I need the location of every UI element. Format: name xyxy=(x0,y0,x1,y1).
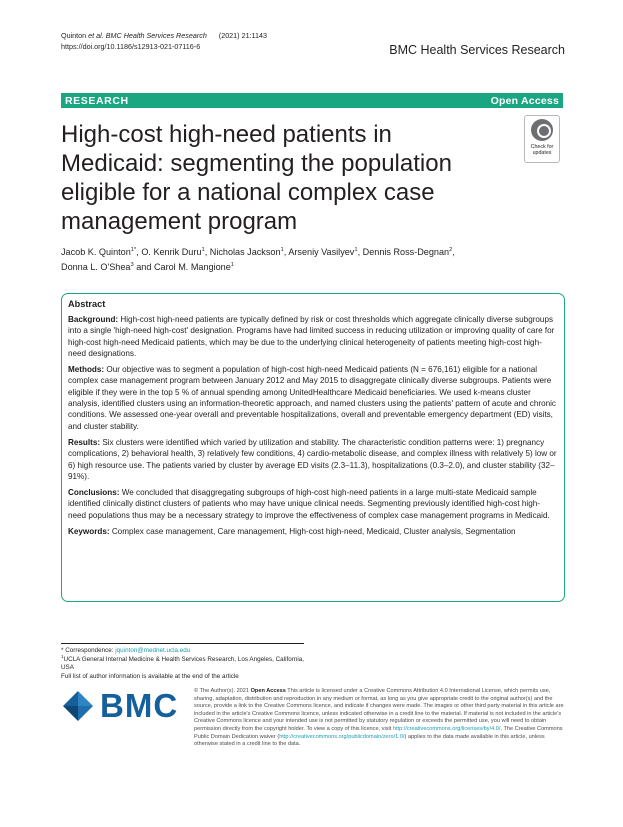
author-name[interactable]: O. Kenrik Duru xyxy=(141,247,202,257)
author-list: Jacob K. Quinton$^{1*}$, O. Kenrik Duru$^1$, Nicholas Jackson$^1$, Arseniy Vasilyev$^1$, Dennis Ross-Degnan$^2$, Donna L. O'Shea$^3$ and Carol M. Mangione$^1$ xyxy=(61,246,455,272)
results-text: Six clusters were identified which varied by utilization and stability. The characteristic condition patterns were: 1) pregnancy complications, 2) behavioral health, 3) relatively few conditions, 4) cardio-metabolic disease, and complex illness with relatively 5) low or 6) high resource use. The patients varied by cluster by average ED visits (2.3–11.3), hospitalizations (0.3–2.0), and cluster stability (32–91%). xyxy=(68,437,557,481)
citation-year: (2021) 21:1143 xyxy=(218,31,268,40)
abstract-keywords xyxy=(68,526,558,537)
license-body-1: This article is licensed under a Creative Commons Attribution 4.0 International License, which permits use, sharing, adaptation, distribution and reproduction in any medium or format, as long as you give appropriate credit to the original author(s) and the source, provide a link to the Creative Commons licence, and indicate if changes were made. The images or other third party material in this article are included in the article's Creative Commons licence, unless indicated otherwise in a credit line to the material. If material is not included in the article's Creative Commons licence and your intended use is not permitted by statutory regulation or exceeds the permitted use, you will need to obtain permission directly from the copyright holder. To view a copy of this licence, visit xyxy=(194,688,564,732)
footnote-divider xyxy=(61,643,304,644)
author-name[interactable]: Carol M. Mangione xyxy=(153,262,231,272)
methods-label: Methods: xyxy=(68,365,105,375)
author-affiliation-sup: 1 xyxy=(201,246,205,253)
methods-text: Our objective was to segment a population of high-cost high-need Medicaid patients (N = 676,161) eligible for a national complex case management program between January 2012 and May 2015 to disaggregate clinically diverse subgroups. Patients were eligible if they were in the top 5 % of annual spending among UnitedHealthcare Medicaid beneficiaries. We used k-means cluster analysis, identified clusters using an information-theoretic approach, and named clusters using the patients' pattern of acute and chronic conditions. We assessed one-year overall and preventable hospitalizations, overall and preventable emergency department (ED) visits, and cluster stability. xyxy=(68,365,556,431)
author-name[interactable]: Nicholas Jackson xyxy=(209,247,281,257)
open-access-label: Open Access xyxy=(490,94,559,107)
abstract-background xyxy=(68,314,558,359)
license-body-2: . The Creative Commons Public Domain Dedication waiver ( xyxy=(194,725,563,740)
bmc-logo-text: BMC xyxy=(100,687,179,724)
article-title: High-cost high-need patients in Medicaid: segmenting the population eligible for a national complex case management program xyxy=(61,121,452,235)
abstract-heading: Abstract xyxy=(68,299,106,309)
check-for-updates-badge[interactable] xyxy=(524,115,560,163)
affiliation-line xyxy=(61,653,311,673)
doi-link[interactable]: https://doi.org/10.1186/s12913-021-07116-6 xyxy=(61,42,201,51)
author-affiliation-sup: 1 xyxy=(230,261,235,268)
journal-name: BMC Health Services Research xyxy=(389,43,565,57)
affiliation-sup: 1 xyxy=(61,653,64,659)
author-affiliation-sup: 3 xyxy=(130,261,134,268)
correspondence-line xyxy=(61,647,311,656)
license-body-3: ) applies to the data made available in this article, unless otherwise stated in a credit line to the data. xyxy=(194,733,545,748)
author-name[interactable]: Donna L. O'Shea xyxy=(61,262,131,272)
author-name[interactable]: Dennis Ross-Degnan xyxy=(362,247,450,257)
affiliation-text: UCLA General Internal Medicine & Health Services Research, Los Angeles, California, USA xyxy=(61,655,304,672)
results-label: Results: xyxy=(68,437,101,447)
license-open-access: Open Access xyxy=(250,688,286,694)
check-for-updates-icon xyxy=(531,119,553,141)
abstract-methods xyxy=(68,364,558,432)
background-text: High-cost high-need patients are typically defined by risk or cost thresholds which aggregate clinically diverse subgroups into a single 'high-need high-cost' designation. Programs have had limited success in reducing utilization or improving quality of care for high-cost high-need Medicaid patients, which may be due to the underlying clinical heterogeneity of patients meeting high-cost high-need designations. xyxy=(68,315,555,358)
correspondence-label: * Correspondence: xyxy=(61,647,116,654)
authors-and: and xyxy=(136,262,152,272)
citation-header xyxy=(61,30,267,52)
abstract-conclusions xyxy=(68,487,558,521)
citation-line xyxy=(61,30,267,41)
author-affiliation-sup: 1* xyxy=(130,246,137,253)
check-for-updates-label: Check for updates xyxy=(530,144,554,156)
license-link-cc-zero[interactable]: http://creativecommons.org/publicdomain/zero/1.0/ xyxy=(279,733,405,740)
author-affiliation-sup: 1 xyxy=(354,246,358,253)
abstract-results xyxy=(68,437,558,482)
background-label: Background: xyxy=(68,315,119,324)
bmc-logo-icon xyxy=(61,689,95,723)
license-link-cc-by[interactable]: http://creativecommons.org/licenses/by/4.0/ xyxy=(392,725,501,732)
citation-journal: et al. BMC Health Services Research xyxy=(88,31,207,40)
author-name[interactable]: Jacob K. Quinton xyxy=(61,247,131,257)
full-list-note: Full list of author information is available at the end of the article xyxy=(61,673,239,681)
conclusions-label: Conclusions: xyxy=(68,488,120,498)
conclusions-text: We concluded that disaggregating subgroups of high-cost high-need patients in a large multi-state Medicaid sample identified clinically distinct clusters of patients who may have unique clinical needs. Segmenting previously identified high-cost high-need populations thus may be a necessary strategy to improve the effectiveness of complex case management programs in Medicaid. xyxy=(68,488,550,520)
article-type-band xyxy=(61,93,563,108)
correspondence-email-link[interactable]: jquinton@mednet.ucla.edu xyxy=(115,647,191,654)
author-affiliation-sup: 1 xyxy=(280,246,284,253)
abstract-box xyxy=(61,293,565,602)
article-type-label: RESEARCH xyxy=(65,94,129,107)
license-text xyxy=(194,688,564,749)
citation-authors: Quinton xyxy=(61,31,89,40)
license-copyright: © The Author(s). 2021 xyxy=(194,688,251,694)
bmc-logo[interactable] xyxy=(61,688,185,724)
author-affiliation-sup: 2 xyxy=(449,246,453,253)
keywords-label: Keywords: xyxy=(68,527,110,537)
keywords-text: Complex case management, Care management, High-cost high-need, Medicaid, Cluster analysis, Segmentation xyxy=(111,527,516,537)
footnotes xyxy=(61,647,311,682)
author-name[interactable]: Arseniy Vasilyev xyxy=(288,247,355,257)
